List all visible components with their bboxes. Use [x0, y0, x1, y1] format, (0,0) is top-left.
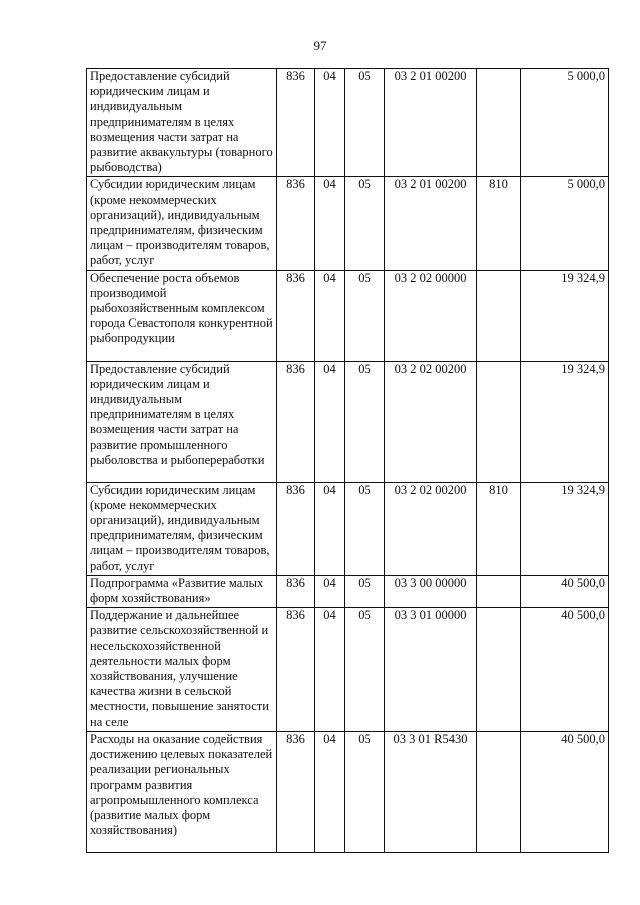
table-row: [87, 361, 609, 482]
table-row: [87, 69, 609, 177]
row-amount: 19 324,9: [521, 270, 609, 361]
page-number: 97: [313, 38, 327, 53]
row-name: Субсидии юридическим лицам (кроме некоммерческих организаций), индивидуальным предпринимателям, физическим лицам – производителям товаров, работ, услуг: [87, 177, 277, 270]
budget-table: [86, 68, 609, 853]
row-subsection: 05: [345, 575, 385, 607]
row-grbs: 836: [277, 177, 315, 270]
row-expense-type: [477, 361, 521, 482]
row-section: 04: [315, 177, 345, 270]
table-row: [87, 731, 609, 852]
row-expense-type: [477, 575, 521, 607]
row-subsection: 05: [345, 482, 385, 575]
row-amount: 19 324,9: [521, 361, 609, 482]
row-expense-type: [477, 608, 521, 732]
row-expense-type: 810: [477, 177, 521, 270]
row-grbs: 836: [277, 361, 315, 482]
row-amount: 19 324,9: [521, 482, 609, 575]
row-expense-type: 810: [477, 482, 521, 575]
row-amount: 40 500,0: [521, 608, 609, 732]
row-target-article: 03 2 01 00200: [385, 177, 477, 270]
row-grbs: 836: [277, 69, 315, 177]
row-name: Субсидии юридическим лицам (кроме некоммерческих организаций), индивидуальным предпринимателям, физическим лицам – производителям товаров, работ, услуг: [87, 482, 277, 575]
table-row: [87, 270, 609, 361]
row-subsection: 05: [345, 608, 385, 732]
row-section: 04: [315, 69, 345, 177]
table-row: [87, 482, 609, 575]
row-grbs: 836: [277, 731, 315, 852]
row-section: 04: [315, 270, 345, 361]
row-section: 04: [315, 482, 345, 575]
row-expense-type: [477, 69, 521, 177]
row-expense-type: [477, 731, 521, 852]
row-amount: 40 500,0: [521, 575, 609, 607]
row-amount: 40 500,0: [521, 731, 609, 852]
row-name: Обеспечение роста объемов производимой рыбохозяйственным комплексом города Севастополя конкурентной рыбопродукции: [87, 270, 277, 361]
row-section: 04: [315, 361, 345, 482]
row-subsection: 05: [345, 731, 385, 852]
row-section: 04: [315, 575, 345, 607]
row-target-article: 03 3 01 00000: [385, 608, 477, 732]
row-target-article: 03 2 02 00200: [385, 482, 477, 575]
row-amount: 5 000,0: [521, 177, 609, 270]
row-grbs: 836: [277, 575, 315, 607]
row-subsection: 05: [345, 69, 385, 177]
row-grbs: 836: [277, 270, 315, 361]
table-row: [87, 177, 609, 270]
table-row: [87, 608, 609, 732]
row-name: Подпрограмма «Развитие малых форм хозяйствования»: [87, 575, 277, 607]
row-grbs: 836: [277, 482, 315, 575]
row-subsection: 05: [345, 361, 385, 482]
table-row: [87, 575, 609, 607]
row-target-article: 03 2 02 00200: [385, 361, 477, 482]
row-expense-type: [477, 270, 521, 361]
row-name: Поддержание и дальнейшее развитие сельскохозяйственной и несельскохозяйственной деятельности малых форм хозяйствования, улучшение качества жизни в сельской местности, повышение занятости на селе: [87, 608, 277, 732]
row-name: Предоставление субсидий юридическим лицам и индивидуальным предпринимателям в целях возмещения части затрат на развитие промышленного рыболовства и рыбопереработки: [87, 361, 277, 482]
row-section: 04: [315, 731, 345, 852]
row-name: Расходы на оказание содействия достижению целевых показателей реализации региональных программ развития агропромышленного комплекса (развитие малых форм хозяйствования): [87, 731, 277, 852]
row-target-article: 03 2 01 00200: [385, 69, 477, 177]
row-grbs: 836: [277, 608, 315, 732]
row-section: 04: [315, 608, 345, 732]
row-subsection: 05: [345, 177, 385, 270]
row-target-article: 03 3 00 00000: [385, 575, 477, 607]
row-amount: 5 000,0: [521, 69, 609, 177]
row-subsection: 05: [345, 270, 385, 361]
row-target-article: 03 2 02 00000: [385, 270, 477, 361]
row-name: Предоставление субсидий юридическим лицам и индивидуальным предпринимателям в целях возмещения части затрат на развитие аквакультуры (товарного рыбоводства): [87, 69, 277, 177]
row-target-article: 03 3 01 R5430: [385, 731, 477, 852]
